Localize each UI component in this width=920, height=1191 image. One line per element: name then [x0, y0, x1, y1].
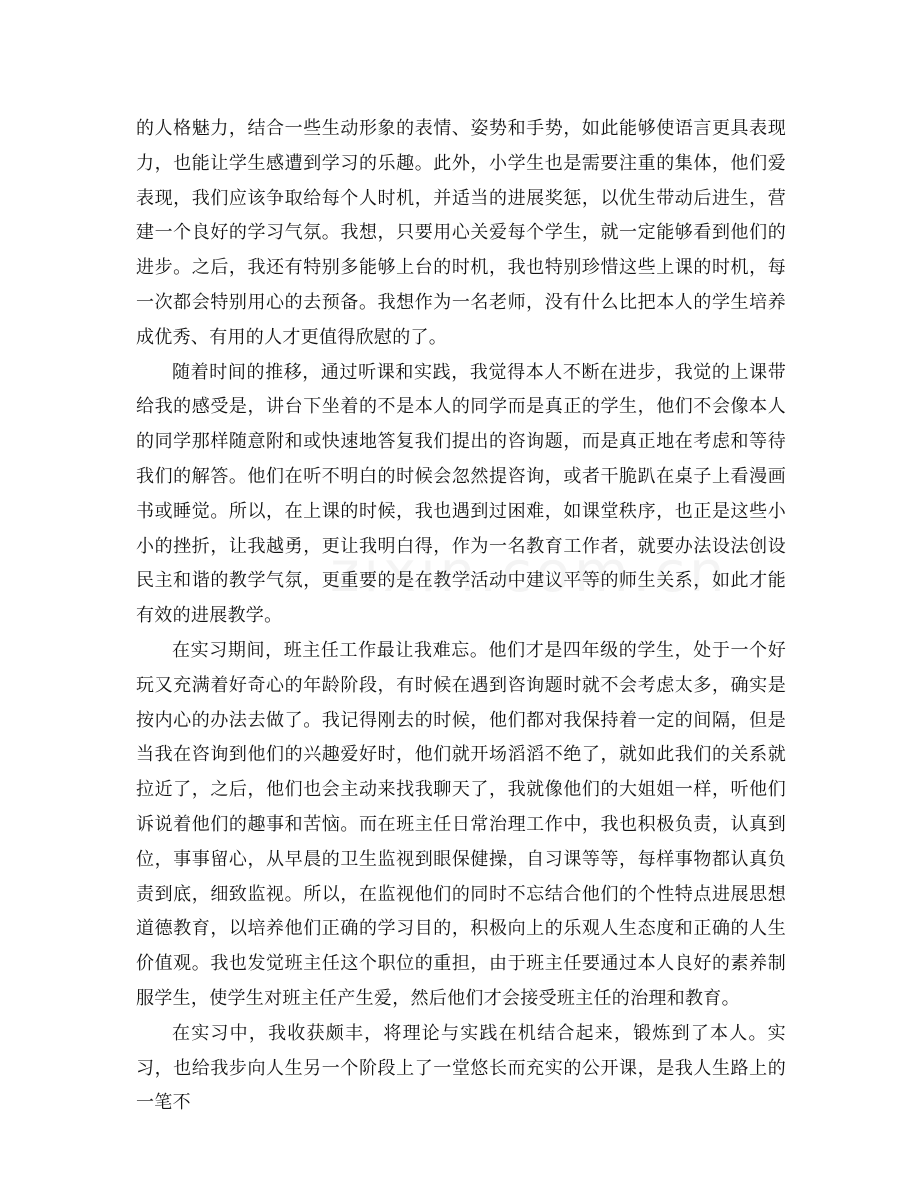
document-body [136, 112, 786, 1121]
paragraph-3: 在实习期间，班主任工作最让我难忘。他们才是四年级的学生，处于一个好玩又充满着好奇心的年龄阶段，有时候在遇到咨询题时就不会考虑太多，确实是按内心的办法去做了。我记得刚去的时候，他们都对我保持着一定的间隔，但是当我在咨询到他们的兴趣爱好时，他们就开场滔滔不绝了，就如此我们的关系就拉近了，之后，他们也会主动来找我聊天了，我就像他们的大姐姐一样，听他们诉说着他们的趣事和苦恼。而在班主任日常治理工作中，我也积极负责，认真到位，事事留心，从早晨的卫生监视到眼保健操，自习课等等，每样事物都认真负责到底，细致监视。所以，在监视他们的同时不忘结合他们的个性特点进展思想道德教育，以培养他们正确的学习目的，积极向上的乐观人生态度和正确的人生价值观。我也发觉班主任这个职位的重担，由于班主任要通过本人良好的素养制服学生，使学生对班主任产生爱，然后他们才会接受班主任的治理和教育。 [136, 639, 786, 1009]
paragraph-1: 的人格魅力，结合一些生动形象的表情、姿势和手势，如此能够使语言更具表现力，也能让学生感遭到学习的乐趣。此外，小学生也是需要注重的集体，他们爱表现，我们应该争取给每个人时机，并适当的进展奖惩，以优生带动后进生，营建一个良好的学习气氛。我想，只要用心关爱每个学生，就一定能够看到他们的进步。之后，我还有特别多能够上台的时机，我也特别珍惜这些上课的时机，每一次都会特别用心的去预备。我想作为一名老师，没有什么比把本人的学生培养成优秀、有用的人才更值得欣慰的了。 [136, 118, 786, 348]
paragraph-4: 在实习中，我收获颇丰，将理论与实践在机结合起来，锻炼到了本人。实习，也给我步向人生另一个阶段上了一堂悠长而充实的公开课，是我人生路上的一笔不 [136, 1022, 786, 1114]
paragraph-2: 随着时间的推移，通过听课和实践，我觉得本人不断在进步，我觉的上课带给我的感受是，讲台下坐着的不是本人的同学而是真正的学生，他们不会像本人的同学那样随意附和或快速地答复我们提出的咨询题，而是真正地在考虑和等待我们的解答。他们在听不明白的时候会忽然提咨询，或者干脆趴在桌子上看漫画书或睡觉。所以，在上课的时候，我也遇到过困难，如课堂秩序，也正是这些小小的挫折，让我越勇，更让我明白得，作为一名教育工作者，就要办法设法创设民主和谐的教学气氛，更重要的是在教学活动中建议平等的师生关系，如此才能有效的进展教学。 [136, 361, 786, 627]
